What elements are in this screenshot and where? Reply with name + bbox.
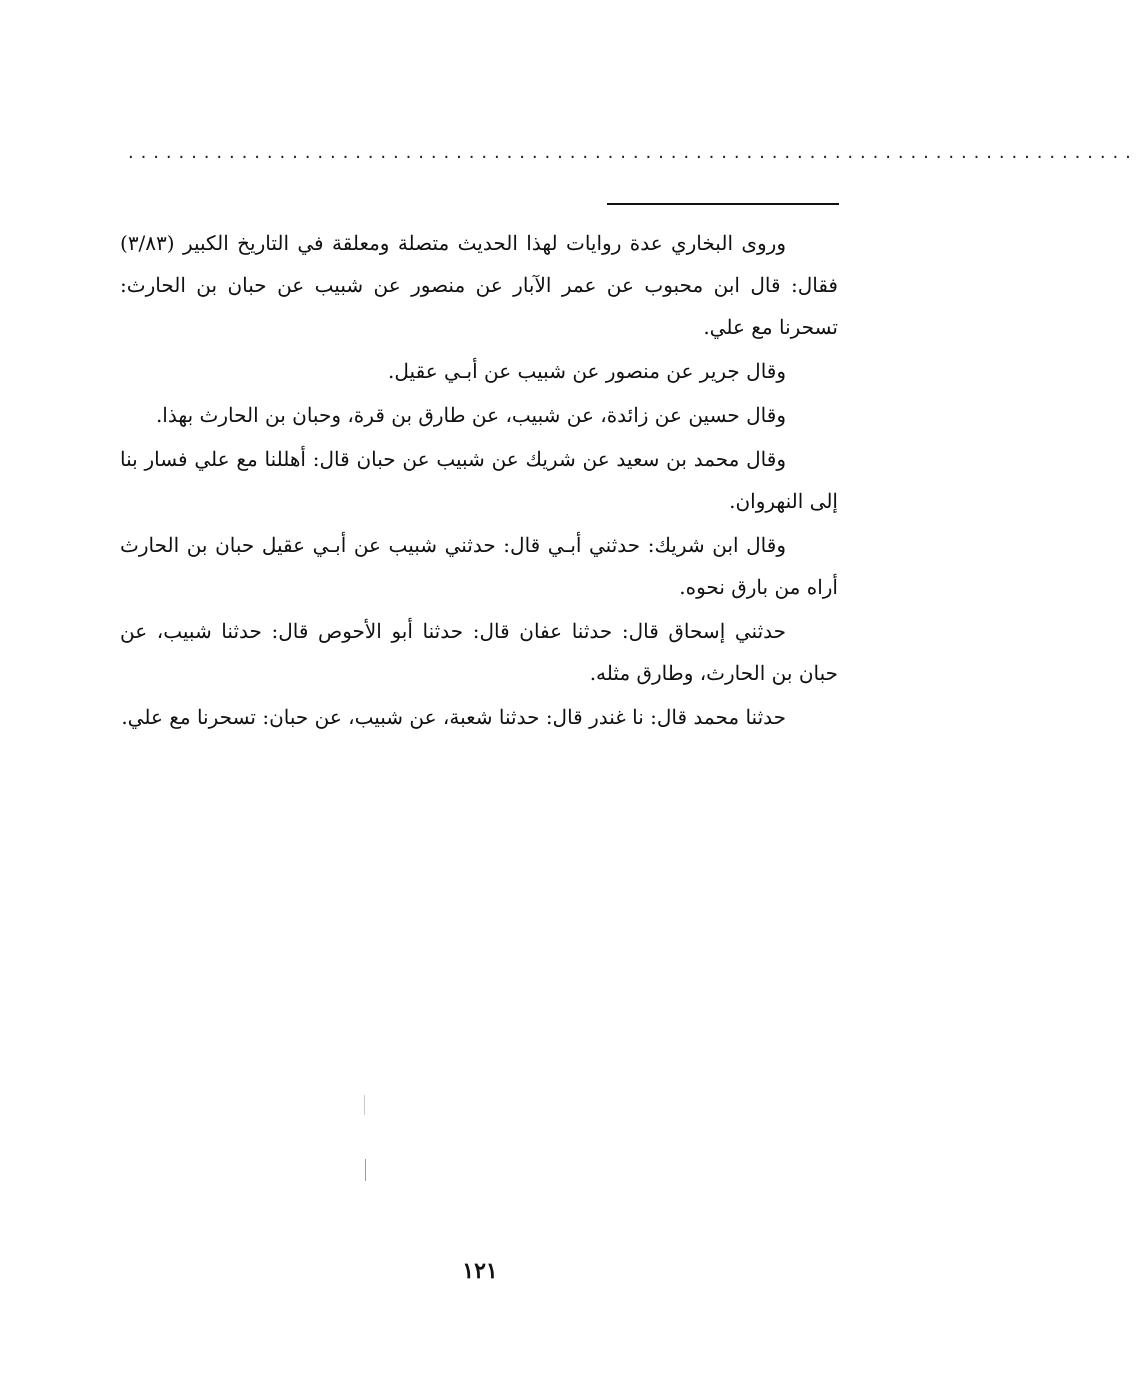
scan-mark	[364, 1095, 365, 1115]
dotted-separator: ................................................................................	[128, 142, 1138, 163]
page-number: ١٢١	[462, 1258, 498, 1284]
footnote-text	[120, 222, 838, 740]
paragraph: وروى البخاري عدة روايات لهذا الحديث متصلة ومعلقة في التاريخ الكبير (٣/٨٣) فقال: قال ابن محبوب عن عمر الآبار عن منصور عن شبيب عن حبان بن الحارث: تسحرنا مع علي.	[120, 231, 838, 339]
paragraph: وقال حسين عن زائدة، عن شبيب، عن طارق بن قرة، وحبان بن الحارث بهذا.	[155, 403, 786, 427]
paragraph: حدثني إسحاق قال: حدثنا عفان قال: حدثنا أبو الأحوص قال: حدثنا شبيب، عن حبان بن الحارث، وطارق مثله.	[120, 619, 838, 685]
paragraph: وقال ابن شريك: حدثني أبـي قال: حدثني شبيب عن أبـي عقيل حبان بن الحارث أراه من بارق نحوه.	[120, 533, 838, 599]
footnote-rule	[607, 203, 839, 205]
paragraph: وقال محمد بن سعيد عن شريك عن شبيب عن حبان قال: أهللنا مع علي فسار بنا إلى النهروان.	[120, 447, 838, 513]
paragraph: وقال جرير عن منصور عن شبيب عن أبـي عقيل.	[388, 359, 786, 383]
scan-mark	[365, 1159, 366, 1181]
paragraph: حدثنا محمد قال: نا غندر قال: حدثنا شعبة، عن شبيب، عن حبان: تسحرنا مع علي.	[121, 705, 786, 729]
scan-artifact-marks	[364, 1095, 367, 1185]
